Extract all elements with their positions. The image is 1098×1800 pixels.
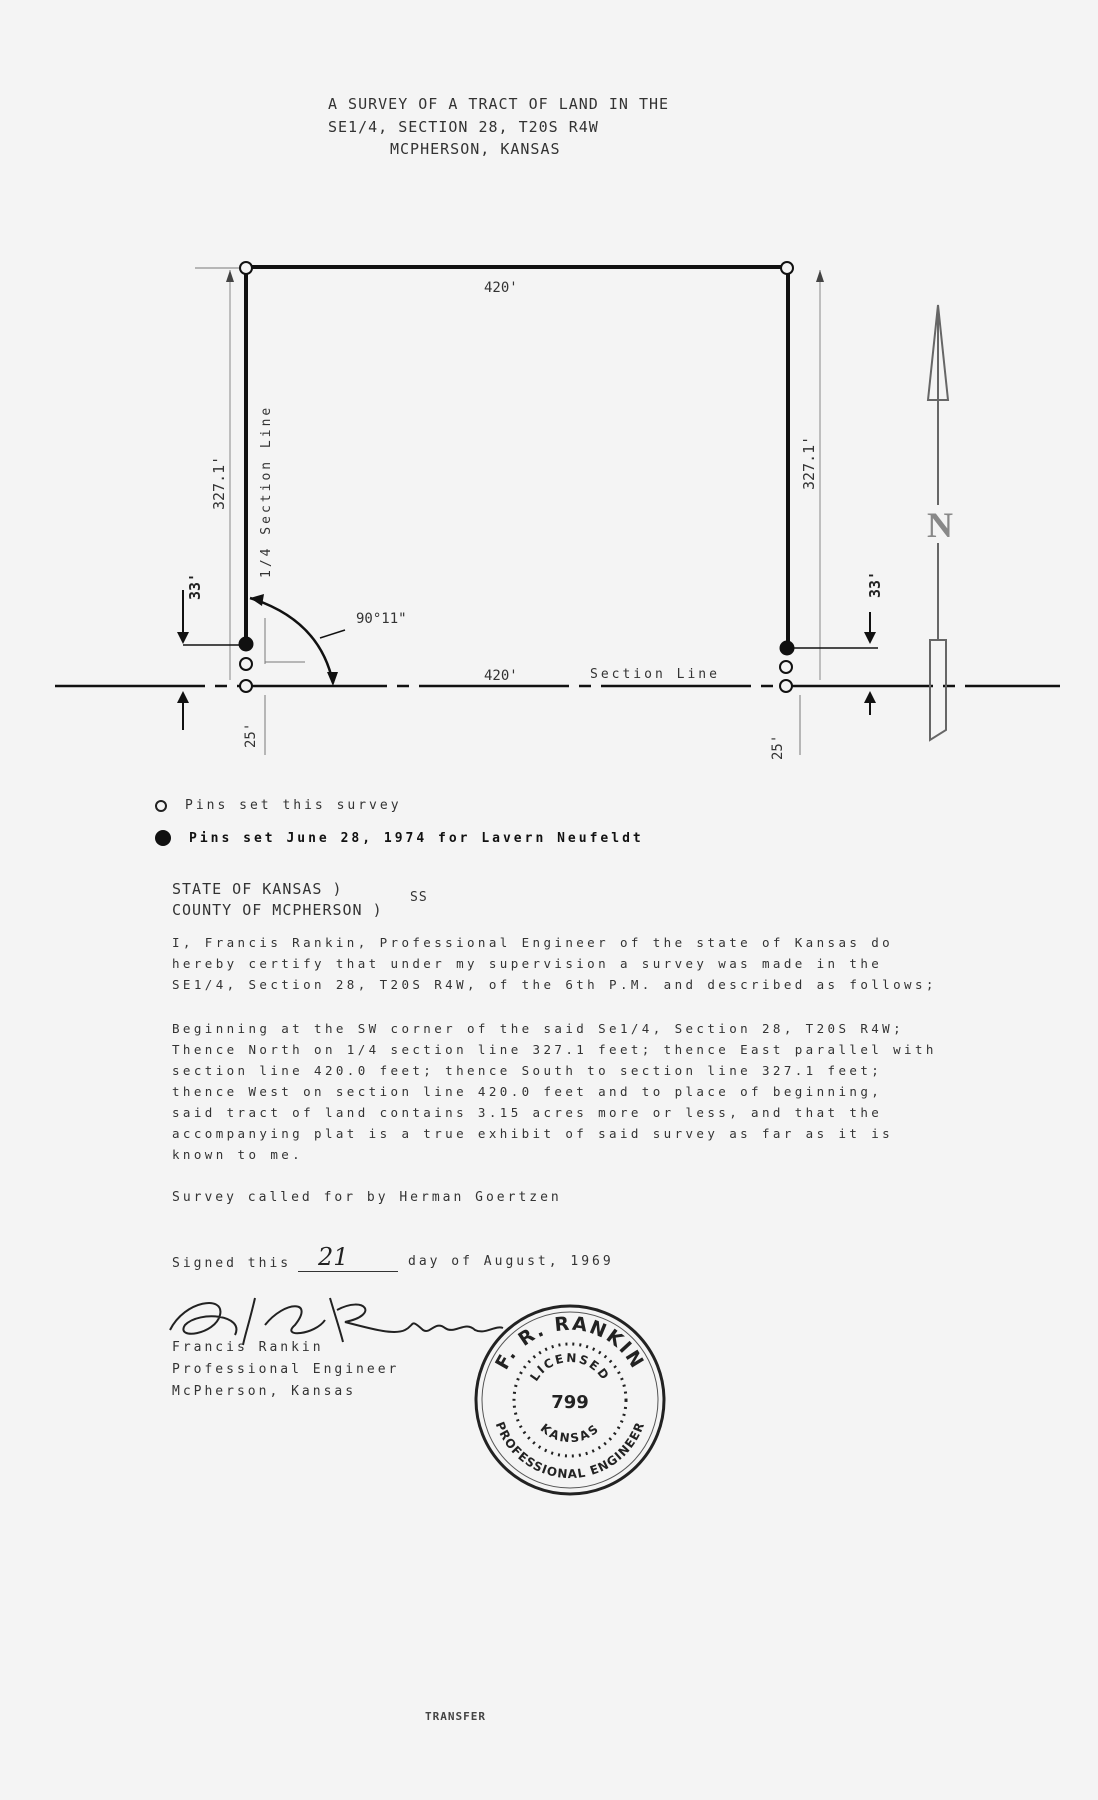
signed-day: 21	[318, 1243, 349, 1271]
description-line: accompanying plat is a true exhibit of said survey as far as it is	[172, 1126, 894, 1141]
north-label: N	[927, 505, 953, 545]
pin-1974-east	[780, 641, 795, 656]
signatory-name: Francis Rankin	[172, 1340, 324, 1355]
venue-ss: SS	[410, 890, 428, 905]
angle-leader	[320, 630, 345, 638]
right-offset-label: 25'	[770, 734, 786, 760]
angle-label: 90°11"	[356, 611, 407, 627]
description-paragraph	[172, 1018, 937, 1165]
signed-day-underline	[298, 1271, 398, 1272]
top-dimension-label: 420'	[484, 280, 518, 296]
description-line: said tract of land contains 3.15 acres more or less, and that the	[172, 1105, 883, 1120]
angle-arc	[250, 598, 333, 683]
pin-se	[780, 680, 792, 692]
plat-drawing	[0, 0, 1098, 800]
pin-sw-inner	[240, 658, 252, 670]
right-25-arrow	[864, 691, 876, 703]
venue-state: STATE OF KANSAS )	[172, 880, 343, 898]
legend-solid-pin	[155, 830, 644, 846]
signed-prefix: Signed this	[172, 1256, 292, 1271]
left-33-arrow	[177, 632, 189, 644]
angle-arrow-bottom	[327, 672, 338, 686]
pin-ne	[781, 262, 793, 274]
signatory-location: McPherson, Kansas	[172, 1384, 357, 1399]
svg-text:PROFESSIONAL ENGINEER	[493, 1420, 648, 1481]
left-dimension-arrow	[226, 270, 234, 282]
svg-text:LICENSED	[527, 1351, 612, 1384]
pin-1974-west	[239, 637, 254, 652]
certification-line: SE1/4, Section 28, T20S R4W, of the 6th P.M. and described as follows;	[172, 977, 937, 992]
description-line: section line 420.0 feet; thence South to section line 327.1 feet;	[172, 1063, 883, 1078]
description-line: thence West on section line 420.0 feet and to place of beginning,	[172, 1084, 883, 1099]
section-line-label: Section Line	[590, 667, 720, 682]
solid-pin-icon	[155, 830, 171, 846]
seal-licensed: LICENSED	[527, 1350, 613, 1384]
left-offset-label: 25'	[243, 722, 259, 748]
engineer-seal	[470, 1300, 670, 1500]
description-line: Beginning at the SW corner of the said Se1/4, Section 28, T20S R4W;	[172, 1021, 905, 1036]
right-dimension-label: 327.1'	[800, 435, 818, 490]
signatory-title: Professional Engineer	[172, 1362, 400, 1377]
legend-solid-pin-label: Pins set June 28, 1974 for Lavern Neufeldt	[189, 830, 644, 846]
seal-number: 799	[551, 1392, 589, 1413]
signed-suffix: day of August, 1969	[408, 1254, 614, 1269]
certification-paragraph	[172, 932, 937, 995]
quarter-section-line-label: 1/4 Section Line	[259, 404, 274, 578]
angle-arrow-top	[250, 594, 264, 606]
legend-open-pin	[155, 798, 402, 813]
pin-nw	[240, 262, 252, 274]
left-25-arrow	[177, 691, 189, 703]
left-dimension-label: 327.1'	[210, 455, 228, 510]
open-pin-icon	[155, 800, 167, 812]
svg-text:KANSAS	[538, 1421, 603, 1446]
right-33-arrow	[864, 632, 876, 644]
venue-county: COUNTY OF MCPHERSON )	[172, 901, 383, 919]
certification-line: I, Francis Rankin, Professional Engineer of the state of Kansas do	[172, 935, 894, 950]
seal-name: F. R. RANKIN	[491, 1312, 649, 1374]
description-line: known to me.	[172, 1147, 304, 1162]
seal-state: KANSAS	[537, 1420, 603, 1446]
left-setback-label: 33'	[186, 572, 204, 600]
title-line-2: SE1/4, SECTION 28, T20S R4W	[328, 118, 599, 136]
footer-stamp: TRANSFER	[425, 1710, 486, 1723]
called-for: Survey called for by Herman Goertzen	[172, 1190, 562, 1205]
seal-profession: PROFESSIONAL ENGINEER	[492, 1419, 648, 1482]
pin-sw	[240, 680, 252, 692]
right-dimension-arrow	[816, 270, 824, 282]
pin-se-inner	[780, 661, 792, 673]
legend-open-pin-label: Pins set this survey	[185, 798, 402, 813]
title-line-1: A SURVEY OF A TRACT OF LAND IN THE	[328, 95, 670, 113]
bottom-dimension-label: 420'	[484, 668, 518, 684]
north-arrow-tail	[930, 640, 946, 740]
right-setback-label: 33'	[866, 570, 884, 598]
certification-line: hereby certify that under my supervision a survey was made in the	[172, 956, 883, 971]
title-line-3: MCPHERSON, KANSAS	[390, 140, 561, 158]
description-line: Thence North on 1/4 section line 327.1 feet; thence East parallel with	[172, 1042, 937, 1057]
